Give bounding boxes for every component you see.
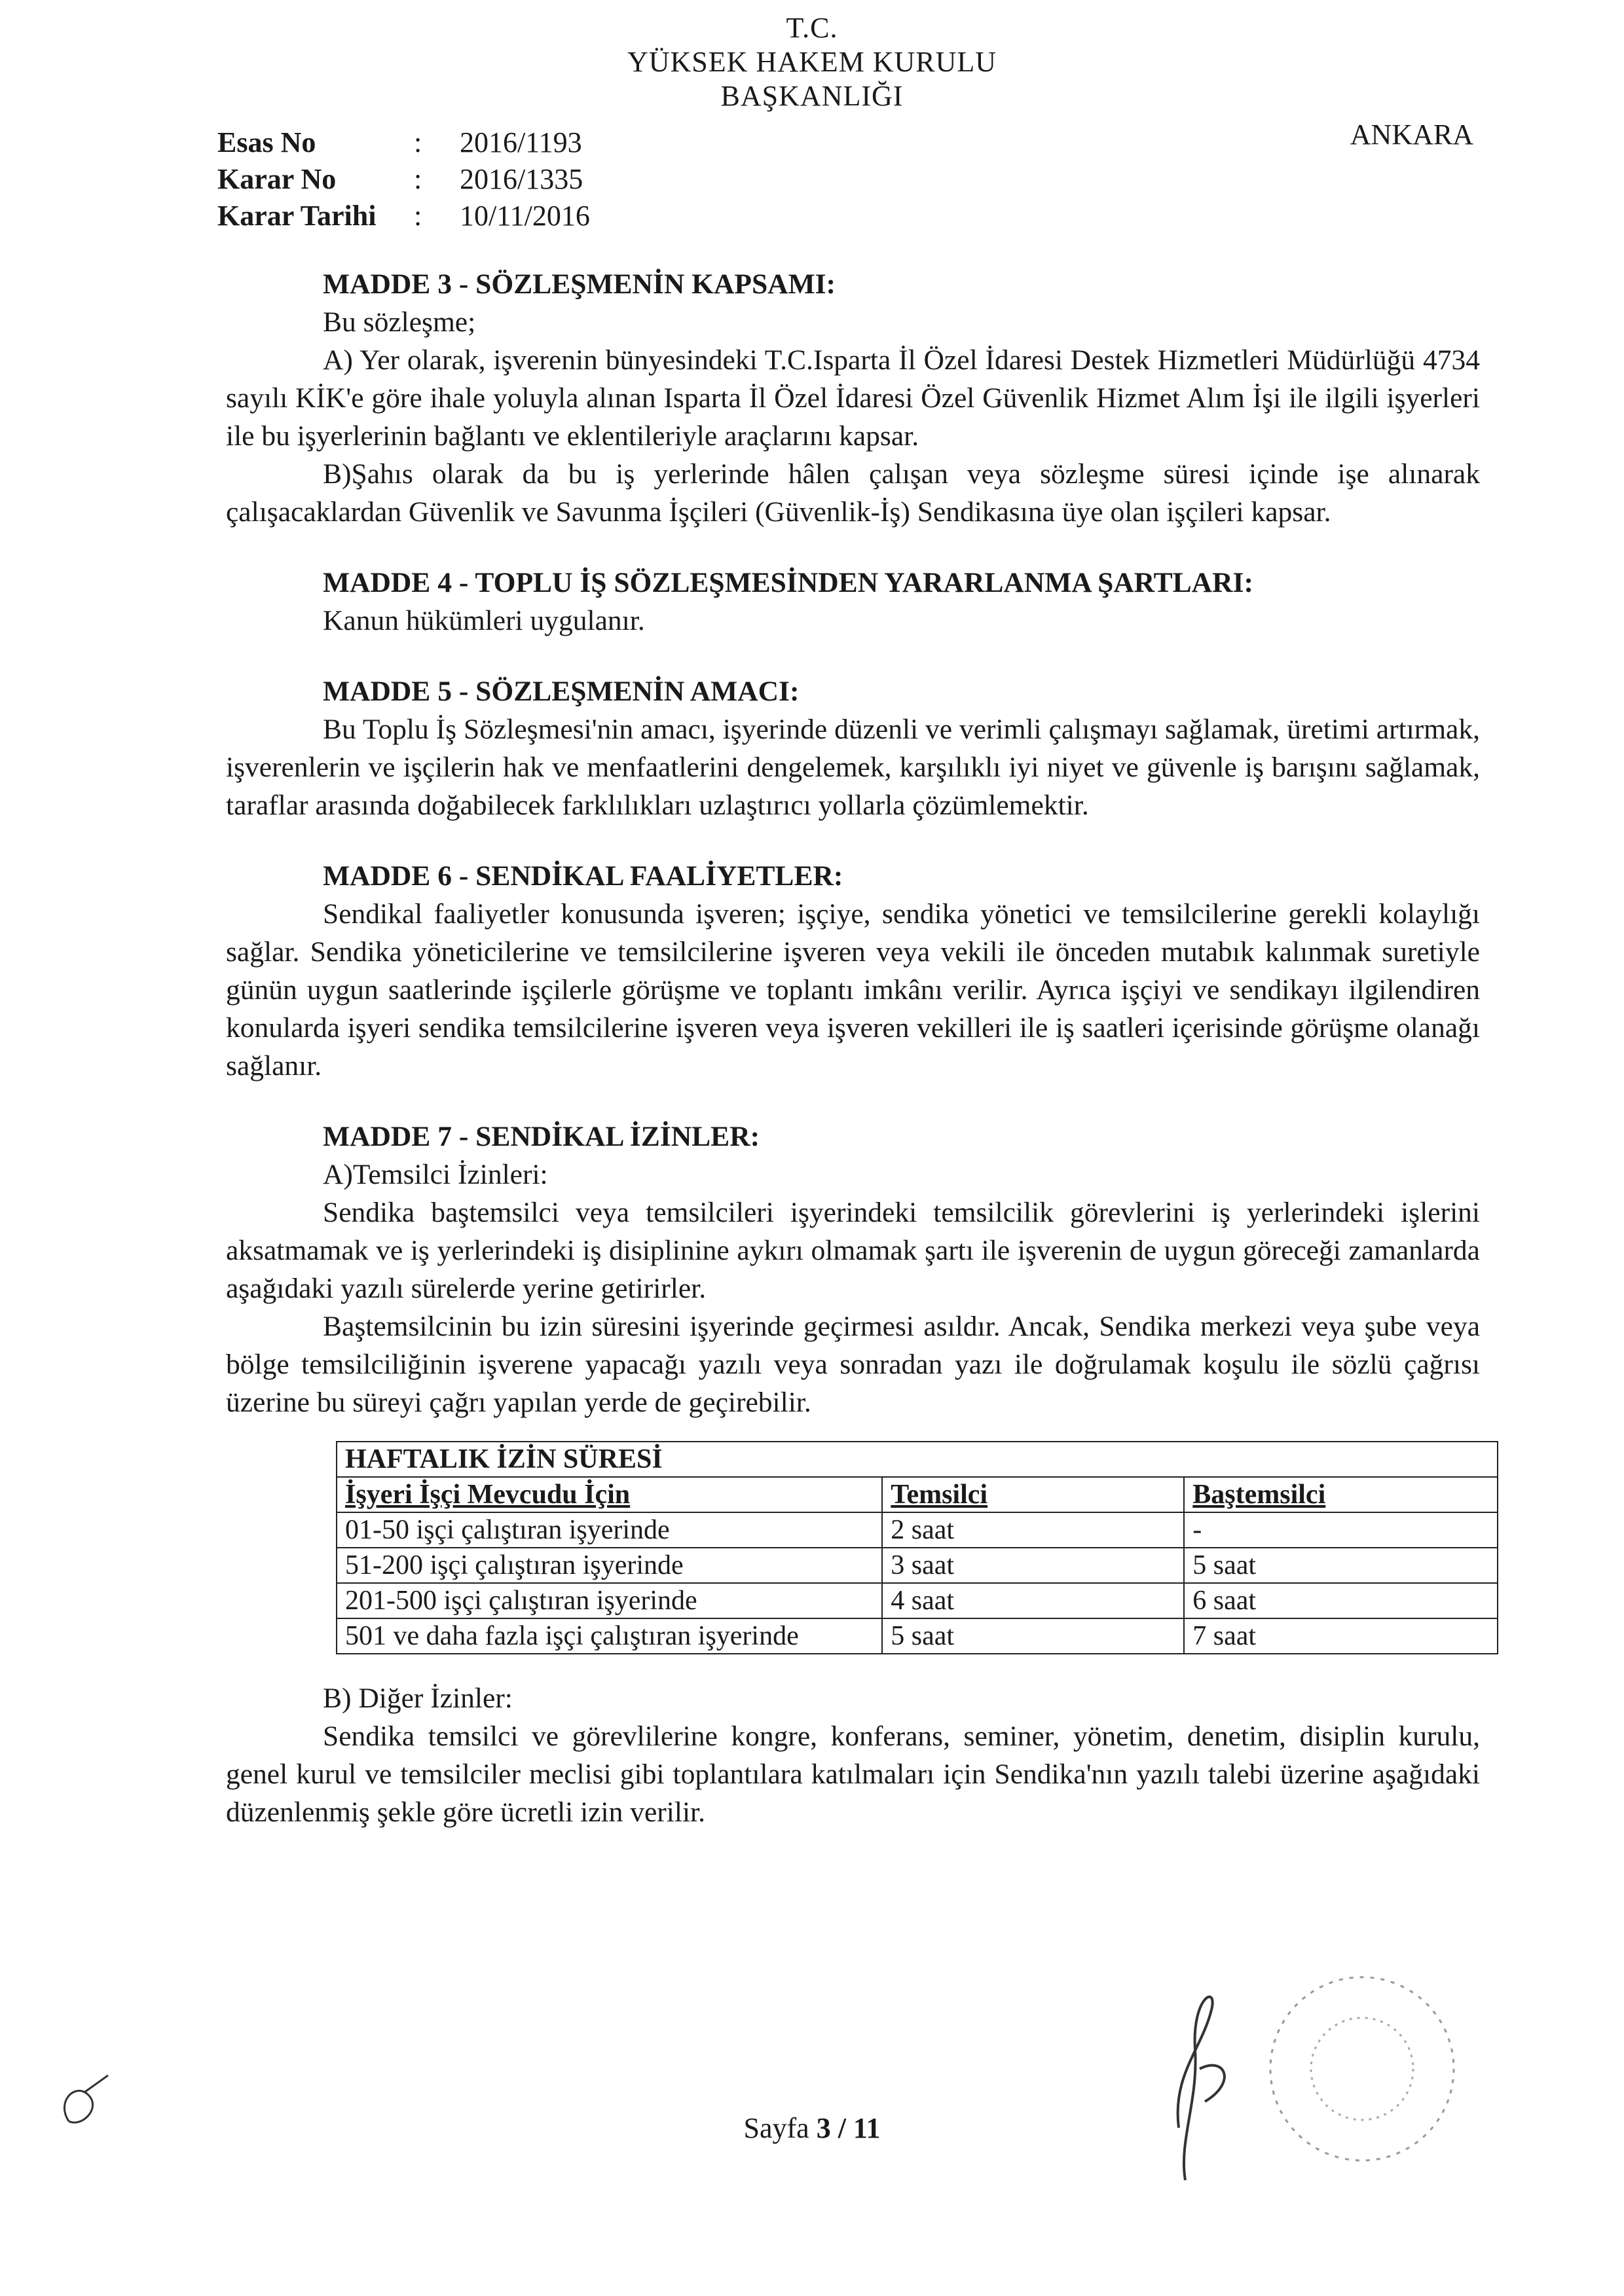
- meta-sep: :: [414, 163, 422, 195]
- meta-key: Karar No: [217, 163, 337, 195]
- table-row: [337, 1618, 1498, 1654]
- article-paragraph: Baştemsilcinin bu izin süresini işyerinde geçirmesi asıldır. Ancak, Sendika merkezi veya şube veya bölge temsilciliğinin işverene yapacağı yazılı veya sonradan yazı ile doğrulamak koşulu ile sözlü çağrısı üzerine bu süreyi çağrı yapılan yerde de geçirebilir.: [226, 1311, 1480, 1418]
- meta-key: Karar Tarihi: [217, 200, 377, 232]
- table-header-cell: Baştemsilci: [1184, 1477, 1498, 1512]
- article-paragraph: Sendika temsilci ve görevlilerine kongre, konferans, seminer, yönetim, denetim, disiplin kurulu, genel kurul ve temsilciler meclisi gibi toplantılara katılmaları için Sendika'nın yazılı talebi üzerine aşağıdaki düzenlenmiş şekle göre ücretli izin verilir.: [226, 1721, 1480, 1828]
- table-row: [337, 1583, 1498, 1618]
- article-paragraph: Bu sözleşme;: [323, 306, 476, 338]
- article-3: [226, 265, 1480, 531]
- table-cell: 6 saat: [1184, 1583, 1498, 1618]
- table-cell: 201-500 işçi çalıştıran işyerinde: [337, 1583, 882, 1618]
- article-subtitle: A)Temsilci İzinleri:: [323, 1159, 548, 1190]
- meta-value: 10/11/2016: [460, 200, 590, 232]
- weekly-leave-table: [336, 1441, 1498, 1654]
- article-paragraph: Sendikal faaliyetler konusunda işveren; işçiye, sendika yönetici ve temsilcilerine gerekli kolaylığı sağlar. Sendika yöneticilerine ve temsilcilerine işveren veya vekili ile önceden mutabık kalınmak suretiyle günün uygun saatlerinde işçilerle görüşme ve toplantı imkânı verilir. Ayrıca işçiyi ve sendikayı ilgilendiren konularda işyeri sendika temsilcilerine işveren veya işveren vekilleri ile iş saatleri içerisinde görüşme olanağı sağlanır.: [226, 898, 1480, 1082]
- article-paragraph: Kanun hükümleri uygulanır.: [323, 605, 645, 636]
- header-court: YÜKSEK HAKEM KURULU: [627, 46, 997, 78]
- table-cell: 01-50 işçi çalıştıran işyerinde: [337, 1512, 882, 1548]
- stamp-inner-ring: [1311, 2018, 1413, 2120]
- article-paragraph: A) Yer olarak, işverenin bünyesindeki T.C.Isparta İl Özel İdaresi Destek Hizmetleri Müdürlüğü 4734 sayılı KİK'e göre ihale yoluyla alınan Isparta İl Özel İdaresi Özel Güvenlik Hizmet Alım İşi ile ilgili işyerleri ile bu işyerlerinin bağlantı ve eklentileriyle araçlarını kapsar.: [226, 344, 1480, 452]
- meta-key: Esas No: [217, 126, 316, 158]
- article-paragraph: B)Şahıs olarak da bu iş yerlerinde hâlen çalışan veya sözleşme süresi içinde işe alınarak çalışacaklardan Güvenlik ve Savunma İşçileri (Güvenlik-İş) Sendikasına üye olan işçileri kapsar.: [226, 458, 1480, 528]
- signature-stamp-graphic: [1139, 1971, 1506, 2187]
- article-paragraph: Bu Toplu İş Sözleşmesi'nin amacı, işyerinde düzenli ve verimli çalışmayı sağlamak, üretimi artırmak, işverenlerin ve işçilerin hak ve menfaatlerini dengelemek, karşılıklı iyi niyet ve güvenle iş barışını sağlamak, taraflar arasında doğabilecek farklılıkları uzlaştırıcı yollarla çözümlemektir.: [226, 714, 1480, 821]
- table-cell: 7 saat: [1184, 1618, 1498, 1654]
- article-title: MADDE 6 - SENDİKAL FAALİYETLER:: [323, 860, 843, 892]
- table-cell: 501 ve daha fazla işçi çalıştıran işyerinde: [337, 1618, 882, 1654]
- article-7: [226, 1118, 1480, 1831]
- page-footer: [0, 2111, 1624, 2145]
- article-subtitle: B) Diğer İzinler:: [323, 1683, 513, 1714]
- article-6: [226, 857, 1480, 1085]
- article-title: MADDE 3 - SÖZLEŞMENİN KAPSAMI:: [323, 268, 836, 300]
- document-body: [226, 265, 1480, 1831]
- table-cell: 5 saat: [882, 1618, 1184, 1654]
- header-presidency: BAŞKANLIĞI: [720, 80, 904, 112]
- article-paragraph: Sendika baştemsilci veya temsilcileri işyerindeki temsilcilik görevlerini iş yerlerindeki işlerini aksatmamak ve iş yerlerindeki iş disiplinine aykırı olmamak şartı ile işverenin de uygun göreceği zamanlarda aşağıdaki yazılı sürelerde yerine getirirler.: [226, 1197, 1480, 1304]
- meta-value: 2016/1193: [460, 126, 582, 158]
- table-header-row: [337, 1477, 1498, 1512]
- table-cell: 4 saat: [882, 1583, 1184, 1618]
- table-cell: -: [1184, 1512, 1498, 1548]
- table-header-cell: İşyeri İşçi Mevcudu İçin: [337, 1477, 882, 1512]
- table-row: [337, 1512, 1498, 1548]
- meta-value: 2016/1335: [460, 163, 583, 195]
- meta-esas-row: [217, 124, 590, 161]
- table-title: HAFTALIK İZİN SÜRESİ: [337, 1442, 1498, 1477]
- article-title: MADDE 4 - TOPLU İŞ SÖZLEŞMESİNDEN YARARLANMA ŞARTLARI:: [323, 567, 1253, 598]
- table-cell: 3 saat: [882, 1548, 1184, 1583]
- table-header-cell: Temsilci: [882, 1477, 1184, 1512]
- table-cell: 2 saat: [882, 1512, 1184, 1548]
- table-cell: 51-200 işçi çalıştıran işyerinde: [337, 1548, 882, 1583]
- meta-karar-row: [217, 161, 590, 198]
- page-number: 3 / 11: [816, 2112, 881, 2144]
- table-row: [337, 1548, 1498, 1583]
- article-title: MADDE 7 - SENDİKAL İZİNLER:: [323, 1121, 760, 1152]
- table-cell: 5 saat: [1184, 1548, 1498, 1583]
- case-meta: [217, 124, 590, 234]
- article-title: MADDE 5 - SÖZLEŞMENİN AMACI:: [323, 676, 800, 707]
- meta-sep: :: [414, 200, 422, 232]
- signature-mark: [1178, 1997, 1225, 2180]
- article-5: [226, 672, 1480, 824]
- header-tc: T.C.: [786, 12, 838, 44]
- meta-sep: :: [414, 126, 422, 158]
- article-4: [226, 564, 1480, 640]
- table-title-row: [337, 1442, 1498, 1477]
- page-label: Sayfa: [743, 2112, 809, 2144]
- meta-tarih-row: [217, 198, 590, 234]
- header-city: ANKARA: [1350, 118, 1473, 151]
